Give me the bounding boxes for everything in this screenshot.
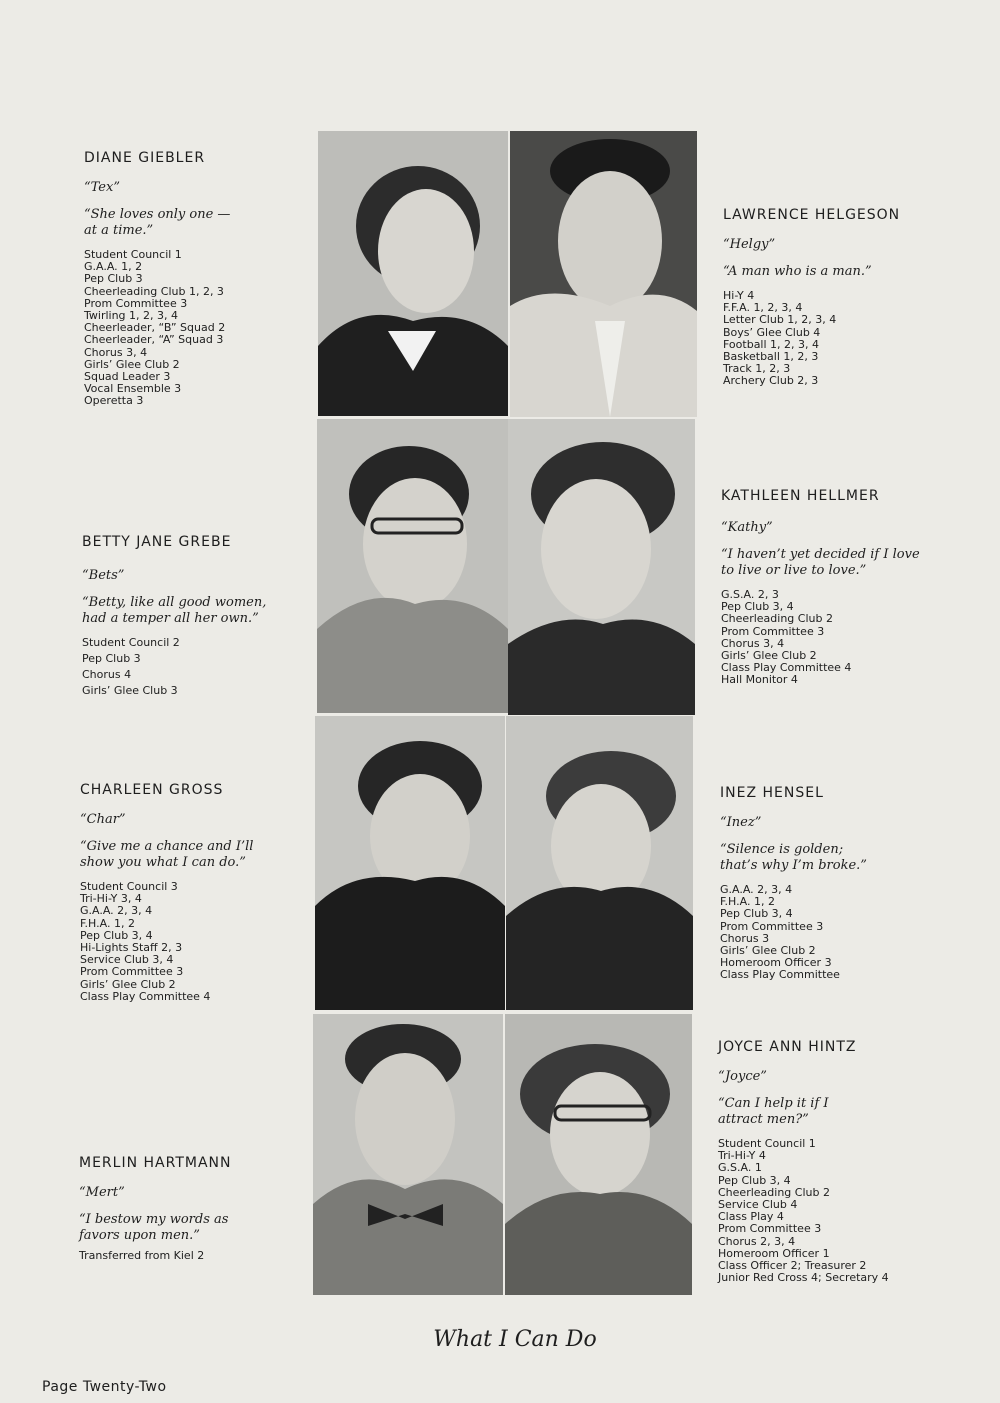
activity-item: Letter Club 1, 2, 3, 4 [723,313,837,327]
activity-item: Vocal Ensemble 3 [84,382,182,396]
activity-list [84,249,230,408]
student-quote: “Give me a chance and I’ll show you what I can do.” [80,839,254,870]
portrait-joyce-ann-hintz [505,1014,692,1295]
activity-item: Girls’ Glee Club 2 [80,977,176,991]
activity-list [718,1138,889,1284]
activity-item: Boys’ Glee Club 4 [723,325,821,339]
activity-item: Junior Red Cross 4; Secretary 4 [718,1271,889,1285]
student-quote: “A man who is a man.” [723,264,872,279]
activity-item: Basketball 1, 2, 3 [723,350,819,364]
student-entry-lawrence-helgeson [723,207,900,388]
activity-item: Transferred from Kiel 2 [79,1249,205,1262]
student-nickname: “Kathy” [721,520,773,535]
activity-item: Chorus 2, 3, 4 [718,1234,796,1248]
student-entry-diane-giebler [84,150,230,408]
portrait-diane-giebler [318,131,508,416]
student-name: CHARLEEN GROSS [80,782,224,798]
student-entry-merlin-hartmann [79,1155,231,1262]
portrait-charleen-gross [315,716,505,1010]
activity-item: Prom Committee 3 [718,1222,822,1236]
page-number: Page Twenty-Two [42,1379,167,1395]
student-entry-kathleen-hellmer [721,488,920,687]
activity-item: Football 1, 2, 3, 4 [723,337,820,351]
student-nickname: “Inez” [720,815,762,830]
activity-item: F.H.A. 1, 2 [80,916,135,930]
activity-item: Pep Club 3, 4 [80,928,153,942]
student-entry-inez-hensel [720,785,867,982]
activity-item: Prom Committee 3 [720,919,824,933]
student-nickname: “Joyce” [718,1069,767,1084]
student-entry-charleen-gross [80,782,253,1003]
activity-item: Archery Club 2, 3 [723,374,819,388]
student-name: JOYCE ANN HINTZ [718,1039,857,1055]
student-entry-joyce-ann-hintz [718,1039,889,1284]
student-nickname: “Bets” [82,568,125,583]
activity-item: Hall Monitor 4 [721,673,798,687]
activity-list [720,884,867,982]
activity-item: G.A.A. 1, 2 [84,260,143,274]
activity-item: G.S.A. 1 [718,1161,762,1175]
activity-item: G.S.A. 2, 3 [721,588,779,601]
activity-item: Chorus 3, 4 [84,345,148,359]
activity-item: Hi-Y 4 [723,289,755,302]
activity-item: Tri-Hi-Y 3, 4 [80,892,142,906]
activity-item: G.A.A. 2, 3, 4 [80,904,153,918]
student-name: BETTY JANE GREBE [82,534,232,550]
activity-item: Cheerleader, “B” Squad 2 [84,321,226,335]
activity-item: Twirling 1, 2, 3, 4 [84,309,179,323]
activity-item: Student Council 1 [84,248,182,261]
student-nickname: “Tex” [84,180,120,195]
student-nickname: “Char” [80,812,126,827]
student-quote: “I bestow my words as favors upon men.” [79,1212,229,1243]
activity-item: Prom Committee 3 [721,624,825,638]
activity-item: Class Play Committee 4 [721,661,852,675]
activity-item: Girls’ Glee Club 2 [84,357,180,371]
student-quote: “She loves only one — at a time.” [84,207,231,238]
activity-list [721,589,920,687]
activity-item: Pep Club 3, 4 [718,1173,791,1187]
student-name: LAWRENCE HELGESON [723,207,901,223]
activity-item: Pep Club 3, 4 [721,600,794,614]
activity-item: Prom Committee 3 [84,296,188,310]
activity-item: Student Council 3 [80,880,178,893]
activity-list [82,635,266,699]
student-quote: “Silence is golden; that’s why I’m broke.” [720,842,867,873]
activity-item: Chorus 3, 4 [721,636,785,650]
activity-item: G.A.A. 2, 3, 4 [720,883,793,896]
activity-item: Cheerleader, “A” Squad 3 [84,333,224,347]
activity-item: Girls’ Glee Club 2 [720,944,816,958]
activity-item: Cheerleading Club 2 [718,1185,830,1199]
portrait-merlin-hartmann [313,1014,503,1295]
portrait-betty-jane-grebe [317,419,508,713]
activity-item: Girls’ Glee Club 3 [82,684,178,697]
activity-item: Class Play Committee 4 [80,989,211,1003]
activity-item: Chorus 3 [720,931,770,945]
activity-item: F.H.A. 1, 2 [720,895,775,909]
activity-item: Class Officer 2; Treasurer 2 [718,1259,867,1273]
activity-item: Cheerleading Club 1, 2, 3 [84,284,224,298]
activity-item: Operetta 3 [84,394,144,408]
student-name: KATHLEEN HELLMER [721,488,880,504]
activity-item: Squad Leader 3 [84,370,171,384]
student-nickname: “Helgy” [723,237,776,252]
page-footer-title: What I Can Do [433,1327,597,1352]
portrait-lawrence-helgeson [510,131,697,417]
activity-list [723,290,900,388]
activity-item: Cheerleading Club 2 [721,612,833,626]
activity-item: Class Play 4 [718,1210,784,1224]
student-name: MERLIN HARTMANN [79,1155,232,1171]
activity-item: Service Club 3, 4 [80,953,174,967]
activity-item: Service Club 4 [718,1198,798,1212]
student-quote: “I haven’t yet decided if I love to live or live to love.” [721,547,920,578]
activity-list [80,881,253,1003]
activity-item: Pep Club 3 [82,652,141,665]
activity-item: Pep Club 3, 4 [720,907,793,921]
activity-item: F.F.A. 1, 2, 3, 4 [723,301,803,315]
student-quote: “Betty, like all good women, had a temper all her own.” [82,595,267,626]
student-nickname: “Mert” [79,1185,125,1200]
activity-item: Track 1, 2, 3 [723,362,791,376]
student-entry-betty-jane-grebe [82,534,266,699]
activity-list [79,1250,231,1262]
activity-item: Homeroom Officer 1 [718,1246,830,1260]
activity-item: Student Council 1 [718,1137,816,1150]
portrait-kathleen-hellmer [508,419,695,715]
activity-item: Tri-Hi-Y 4 [718,1149,766,1163]
student-name: DIANE GIEBLER [84,150,206,166]
student-quote: “Can I help it if I attract men?” [718,1096,829,1127]
student-name: INEZ HENSEL [720,785,824,801]
activity-item: Homeroom Officer 3 [720,956,832,970]
activity-item: Hi-Lights Staff 2, 3 [80,941,183,955]
activity-item: Prom Committee 3 [80,965,184,979]
portrait-inez-hensel [506,716,693,1010]
activity-item: Pep Club 3 [84,272,143,286]
activity-item: Student Council 2 [82,636,180,649]
activity-item: Chorus 4 [82,668,132,681]
activity-item: Class Play Committee [720,968,840,982]
activity-item: Girls’ Glee Club 2 [721,649,817,663]
